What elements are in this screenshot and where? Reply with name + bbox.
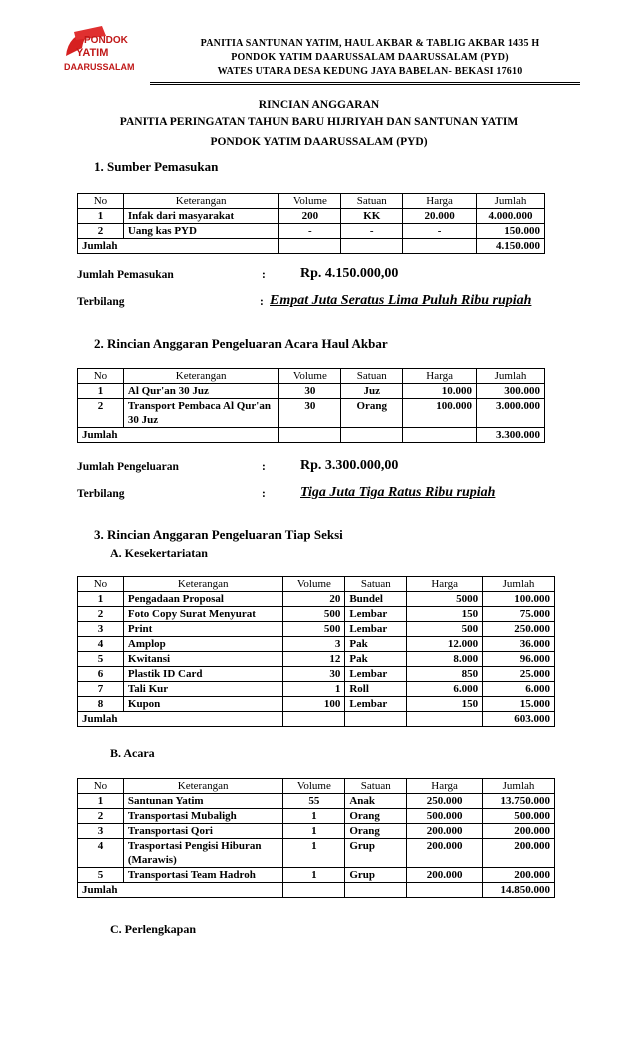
sub-a-heading: A. Kesekertariatan: [110, 546, 208, 560]
table-row: [78, 607, 555, 622]
cell-satuan: KK: [341, 209, 403, 224]
logo-text-2: YATIM: [76, 47, 109, 59]
header-line-2: PONDOK YATIM DAARUSSALAM DAARUSSALAM (PYD): [231, 52, 509, 63]
cell-jumlah: 13.750.000: [483, 794, 555, 809]
table-row: [78, 697, 555, 712]
cell-jumlah: 96.000: [483, 652, 555, 667]
income-sum-label: Jumlah Pemasukan: [77, 269, 174, 281]
cell-no: 4: [78, 637, 124, 652]
total-value: 603.000: [483, 712, 555, 727]
total-label: Jumlah: [78, 883, 283, 898]
cell-satuan: Grup: [345, 839, 407, 868]
table-total-row: [78, 239, 545, 254]
cell-harga: 12.000: [407, 637, 483, 652]
cell-keterangan: Amplop: [123, 637, 283, 652]
income-sum-colon: :: [262, 269, 266, 281]
cell-jumlah: 200.000: [483, 868, 555, 883]
expense-sum-label: Jumlah Pengeluaran: [77, 461, 179, 473]
cell-harga: 10.000: [403, 384, 477, 399]
table-row: [78, 839, 555, 868]
cell-harga: 150: [407, 697, 483, 712]
cell-satuan: Lembar: [345, 697, 407, 712]
cell-no: 5: [78, 868, 124, 883]
col-keterangan: Keterangan: [123, 369, 279, 384]
total-label: Jumlah: [78, 712, 283, 727]
logo-text-3: DAARUSSALAM: [64, 62, 135, 72]
cell-jumlah: 36.000: [483, 637, 555, 652]
table-row: [78, 682, 555, 697]
header-rule-2: [150, 84, 580, 85]
col-harga: Harga: [403, 369, 477, 384]
cell-volume: 20: [283, 592, 345, 607]
cell-keterangan: Transportasi Qori: [123, 824, 283, 839]
cell-satuan: Orang: [341, 399, 403, 428]
cell-jumlah: 15.000: [483, 697, 555, 712]
cell-keterangan: Kwitansi: [123, 652, 283, 667]
cell-harga: 200.000: [407, 839, 483, 868]
income-sum-value: Rp. 4.150.000,00: [300, 266, 399, 281]
cell-keterangan: Trasportasi Pengisi Hiburan (Marawis): [123, 839, 283, 868]
cell-harga: 850: [407, 667, 483, 682]
col-volume: Volume: [283, 779, 345, 794]
cell-no: 1: [78, 794, 124, 809]
col-satuan: Satuan: [341, 194, 403, 209]
cell-volume: 30: [283, 667, 345, 682]
cell-satuan: Orang: [345, 824, 407, 839]
col-jumlah: Jumlah: [483, 779, 555, 794]
cell-keterangan: Plastik ID Card: [123, 667, 283, 682]
cell-no: 7: [78, 682, 124, 697]
sub-c-heading: C. Perlengkapan: [110, 922, 197, 936]
col-volume: Volume: [283, 577, 345, 592]
col-keterangan: Keterangan: [123, 577, 283, 592]
total-value: 4.150.000: [477, 239, 545, 254]
expense-words-label: Terbilang: [77, 488, 125, 500]
table-total-row: [78, 883, 555, 898]
cell-harga: -: [403, 224, 477, 239]
cell-harga: 20.000: [403, 209, 477, 224]
table-row: [78, 592, 555, 607]
cell-harga: 150: [407, 607, 483, 622]
cell-no: 6: [78, 667, 124, 682]
cell-satuan: Lembar: [345, 622, 407, 637]
doc-title-1: RINCIAN ANGGARAN: [258, 99, 380, 111]
table-total-row: [78, 712, 555, 727]
cell-no: 3: [78, 824, 124, 839]
cell-satuan: Bundel: [345, 592, 407, 607]
col-no: No: [78, 194, 124, 209]
cell-keterangan: Tali Kur: [123, 682, 283, 697]
expense-sum-colon: :: [262, 461, 266, 473]
cell-harga: 5000: [407, 592, 483, 607]
income-table: [77, 193, 545, 254]
cell-keterangan: Transportasi Mubaligh: [123, 809, 283, 824]
cell-satuan: Roll: [345, 682, 407, 697]
cell-no: 4: [78, 839, 124, 868]
cell-satuan: Lembar: [345, 667, 407, 682]
col-keterangan: Keterangan: [123, 194, 279, 209]
col-volume: Volume: [279, 369, 341, 384]
cell-jumlah: 150.000: [477, 224, 545, 239]
table-row: [78, 622, 555, 637]
table-total-row: [78, 428, 545, 443]
cell-no: 2: [78, 224, 124, 239]
section-3-heading: 3. Rincian Anggaran Pengeluaran Tiap Seksi: [94, 527, 343, 542]
cell-jumlah: 100.000: [483, 592, 555, 607]
table-row: [78, 652, 555, 667]
table-row: [78, 667, 555, 682]
cell-satuan: Juz: [341, 384, 403, 399]
cell-no: 2: [78, 399, 124, 428]
col-satuan: Satuan: [345, 779, 407, 794]
income-words-label: Terbilang: [77, 296, 125, 308]
cell-satuan: Orang: [345, 809, 407, 824]
cell-satuan: Pak: [345, 637, 407, 652]
cell-keterangan: Uang kas PYD: [123, 224, 279, 239]
cell-volume: 30: [279, 399, 341, 428]
cell-no: 5: [78, 652, 124, 667]
cell-volume: 100: [283, 697, 345, 712]
cell-volume: 1: [283, 682, 345, 697]
cell-keterangan: Santunan Yatim: [123, 794, 283, 809]
section-1-heading: 1. Sumber Pemasukan: [94, 159, 219, 174]
cell-no: 2: [78, 809, 124, 824]
cell-keterangan: Pengadaan Proposal: [123, 592, 283, 607]
cell-volume: 30: [279, 384, 341, 399]
cell-volume: 500: [283, 622, 345, 637]
cell-harga: 200.000: [407, 824, 483, 839]
expense-words-value: Tiga Juta Tiga Ratus Ribu rupiah: [300, 485, 496, 500]
cell-volume: -: [279, 224, 341, 239]
cell-keterangan: Transportasi Team Hadroh: [123, 868, 283, 883]
cell-harga: 6.000: [407, 682, 483, 697]
doc-title-3: PONDOK YATIM DAARUSSALAM (PYD): [210, 136, 428, 148]
cell-jumlah: 25.000: [483, 667, 555, 682]
col-satuan: Satuan: [345, 577, 407, 592]
col-jumlah: Jumlah: [477, 194, 545, 209]
income-words-value: Empat Juta Seratus Lima Puluh Ribu rupiah: [270, 293, 532, 308]
cell-harga: 100.000: [403, 399, 477, 428]
sub-b-heading: B. Acara: [110, 746, 155, 760]
table-row: [78, 809, 555, 824]
col-jumlah: Jumlah: [477, 369, 545, 384]
cell-no: 8: [78, 697, 124, 712]
cell-jumlah: 200.000: [483, 839, 555, 868]
logo-text-1: PONDOK: [84, 35, 128, 46]
cell-keterangan: Al Qur'an 30 Juz: [123, 384, 279, 399]
table-row: [78, 868, 555, 883]
cell-no: 3: [78, 622, 124, 637]
cell-volume: 12: [283, 652, 345, 667]
cell-jumlah: 6.000: [483, 682, 555, 697]
total-label: Jumlah: [78, 428, 279, 443]
cell-harga: 500: [407, 622, 483, 637]
col-volume: Volume: [279, 194, 341, 209]
haul-expense-table: [77, 368, 545, 443]
cell-volume: 1: [283, 839, 345, 868]
section-2-heading: 2. Rincian Anggaran Pengeluaran Acara Haul Akbar: [94, 336, 388, 351]
cell-jumlah: 3.000.000: [477, 399, 545, 428]
col-keterangan: Keterangan: [123, 779, 283, 794]
cell-no: 1: [78, 209, 124, 224]
cell-satuan: Anak: [345, 794, 407, 809]
cell-jumlah: 4.000.000: [477, 209, 545, 224]
cell-volume: 200: [279, 209, 341, 224]
total-value: 14.850.000: [483, 883, 555, 898]
col-harga: Harga: [407, 779, 483, 794]
table-row: [78, 637, 555, 652]
cell-no: 1: [78, 592, 124, 607]
expense-sum-value: Rp. 3.300.000,00: [300, 458, 399, 473]
cell-harga: 8.000: [407, 652, 483, 667]
cell-jumlah: 500.000: [483, 809, 555, 824]
cell-keterangan: Transport Pembaca Al Qur'an 30 Juz: [123, 399, 279, 428]
col-no: No: [78, 369, 124, 384]
cell-satuan: -: [341, 224, 403, 239]
cell-keterangan: Infak dari masyarakat: [123, 209, 279, 224]
doc-title-2: PANITIA PERINGATAN TAHUN BARU HIJRIYAH DAN SANTUNAN YATIM: [119, 116, 519, 128]
total-value: 3.300.000: [477, 428, 545, 443]
acara-table: [77, 778, 555, 898]
cell-jumlah: 200.000: [483, 824, 555, 839]
table-row: [78, 794, 555, 809]
cell-satuan: Grup: [345, 868, 407, 883]
col-jumlah: Jumlah: [483, 577, 555, 592]
cell-jumlah: 300.000: [477, 384, 545, 399]
cell-volume: 1: [283, 824, 345, 839]
cell-jumlah: 75.000: [483, 607, 555, 622]
table-row: [78, 209, 545, 224]
table-row: [78, 824, 555, 839]
table-header-row: [78, 194, 545, 209]
cell-volume: 3: [283, 637, 345, 652]
table-row: [78, 399, 545, 428]
pyd-logo: [62, 26, 142, 78]
table-header-row: [78, 779, 555, 794]
total-label: Jumlah: [78, 239, 279, 254]
expense-words-colon: :: [262, 488, 266, 500]
cell-harga: 500.000: [407, 809, 483, 824]
header-rule: [150, 82, 580, 83]
cell-satuan: Lembar: [345, 607, 407, 622]
table-row: [78, 384, 545, 399]
col-satuan: Satuan: [341, 369, 403, 384]
header-line-1: PANITIA SANTUNAN YATIM, HAUL AKBAR & TABLIG AKBAR 1435 H: [200, 38, 540, 49]
cell-volume: 1: [283, 809, 345, 824]
header-line-3: WATES UTARA DESA KEDUNG JAYA BABELAN- BEKASI 17610: [217, 66, 523, 77]
table-header-row: [78, 577, 555, 592]
cell-keterangan: Kupon: [123, 697, 283, 712]
income-words-colon: :: [260, 296, 264, 308]
col-harga: Harga: [403, 194, 477, 209]
table-header-row: [78, 369, 545, 384]
col-no: No: [78, 577, 124, 592]
cell-harga: 200.000: [407, 868, 483, 883]
cell-harga: 250.000: [407, 794, 483, 809]
cell-no: 1: [78, 384, 124, 399]
cell-jumlah: 250.000: [483, 622, 555, 637]
cell-satuan: Pak: [345, 652, 407, 667]
cell-volume: 1: [283, 868, 345, 883]
cell-volume: 500: [283, 607, 345, 622]
col-no: No: [78, 779, 124, 794]
cell-keterangan: Print: [123, 622, 283, 637]
cell-no: 2: [78, 607, 124, 622]
kesekertariatan-table: [77, 576, 555, 727]
cell-keterangan: Foto Copy Surat Menyurat: [123, 607, 283, 622]
table-row: [78, 224, 545, 239]
col-harga: Harga: [407, 577, 483, 592]
cell-volume: 55: [283, 794, 345, 809]
